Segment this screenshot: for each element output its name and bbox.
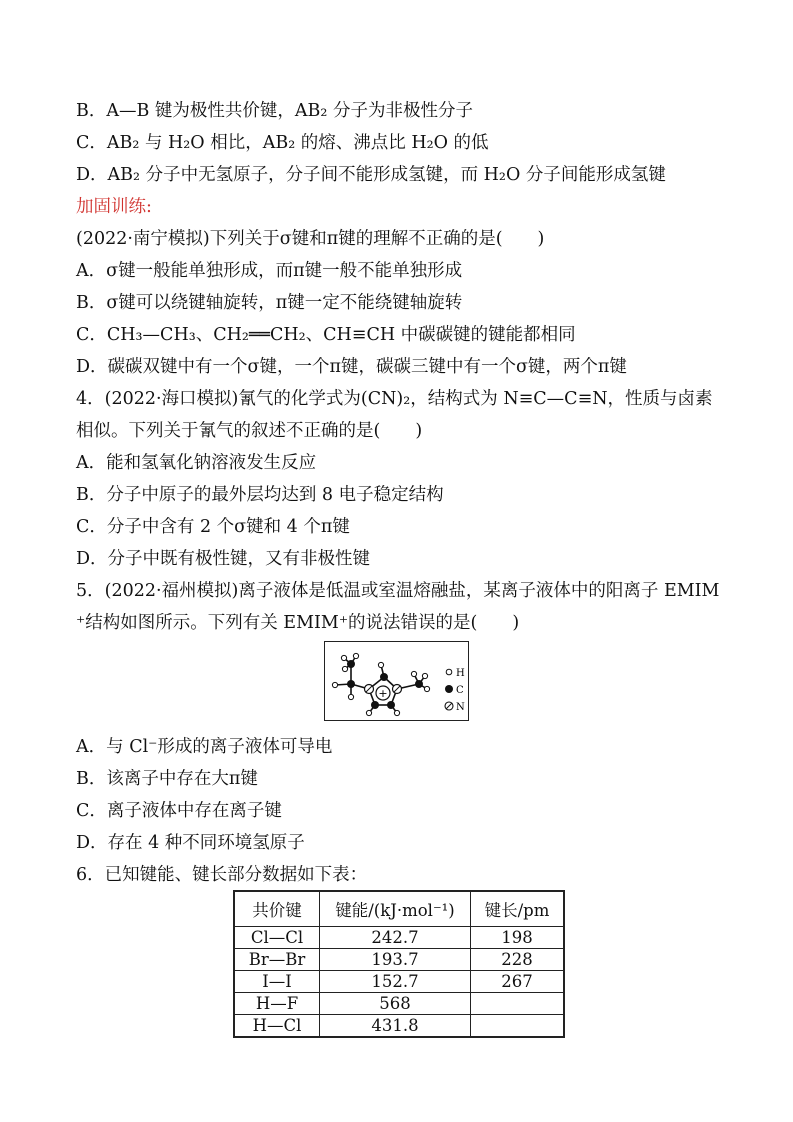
header-bond-energy: 键能/(kJ·mol⁻¹) bbox=[320, 891, 471, 927]
text-line-l16: 5．(2022·福州模拟)离子液体是低温或室温熔融盐，某离子液体中的阳离子 EMIM bbox=[76, 581, 720, 601]
text-line-l9: D．碳碳双键中有一个σ键，一个π键，碳碳三键中有一个σ键，两个π键 bbox=[76, 357, 627, 377]
header-bond-length: 键长/pm bbox=[471, 891, 565, 927]
text-line-l21: D．存在 4 种不同环境氢原子 bbox=[76, 833, 305, 853]
table-cell: 228 bbox=[471, 949, 565, 971]
text-line-l5: (2022·南宁模拟)下列关于σ键和π键的理解不正确的是( ) bbox=[76, 229, 545, 249]
hydrogen-atom-icon bbox=[446, 669, 452, 675]
legend-h-label: H bbox=[456, 668, 465, 679]
table-cell: 152.7 bbox=[320, 971, 471, 993]
text-line-l1: B．A—B 键为极性共价键，AB₂ 分子为非极性分子 bbox=[76, 101, 473, 121]
table-cell: 568 bbox=[320, 993, 471, 1015]
text-line-l7: B．σ键可以绕键轴旋转，π键一定不能绕键轴旋转 bbox=[76, 293, 463, 313]
text-line-l3: D．AB₂ 分子中无氢原子，分子间不能形成氢键，而 H₂O 分子间能形成氢键 bbox=[76, 165, 666, 185]
table-row bbox=[234, 993, 564, 1015]
table-cell: 431.8 bbox=[320, 1015, 471, 1038]
text-line-l2: C．AB₂ 与 H₂O 相比，AB₂ 的熔、沸点比 H₂O 的低 bbox=[76, 133, 489, 153]
text-line-l4: 加固训练: bbox=[76, 197, 152, 217]
carbon-atom-icon bbox=[445, 685, 453, 693]
text-line-l22: 6．已知键能、键长部分数据如下表： bbox=[76, 865, 368, 885]
text-line-l14: C．分子中含有 2 个σ键和 4 个π键 bbox=[76, 517, 350, 537]
emim-structure-diagram bbox=[325, 642, 468, 720]
atom-legend bbox=[445, 668, 465, 713]
table-cell bbox=[471, 1015, 565, 1038]
charge-label: + bbox=[378, 687, 388, 700]
table-cell: 193.7 bbox=[320, 949, 471, 971]
text-line-l10: 4．(2022·海口模拟)氰气的化学式为(CN)₂，结构式为 N≡C—C≡N，性质与卤素 bbox=[76, 389, 713, 409]
text-line-l8: C．CH₃—CH₃、CH₂══CH₂、CH≡CH 中碳碳键的键能都相同 bbox=[76, 325, 576, 345]
table-cell: 198 bbox=[471, 927, 565, 949]
table-cell: 242.7 bbox=[320, 927, 471, 949]
text-line-l19: B．该离子中存在大π键 bbox=[76, 769, 258, 789]
text-line-l13: B．分子中原子的最外层均达到 8 电子稳定结构 bbox=[76, 485, 444, 505]
table-row bbox=[234, 927, 564, 949]
table-cell: H—Cl bbox=[234, 1015, 320, 1038]
table-cell: Br—Br bbox=[234, 949, 320, 971]
text-line-l17: ⁺结构如图所示。下列有关 EMIM⁺的说法错误的是( ) bbox=[76, 613, 520, 633]
table-cell: Cl—Cl bbox=[234, 927, 320, 949]
table-row bbox=[234, 1015, 564, 1038]
legend-n-label: N bbox=[456, 702, 465, 713]
table-cell bbox=[471, 993, 565, 1015]
table-cell: H—F bbox=[234, 993, 320, 1015]
table-row bbox=[234, 949, 564, 971]
text-line-l20: C．离子液体中存在离子键 bbox=[76, 801, 282, 821]
table-header-row bbox=[234, 891, 564, 927]
emim-structure-figure bbox=[324, 641, 469, 721]
bond-data-table bbox=[233, 890, 565, 1038]
text-line-l11: 相似。下列关于氰气的叙述不正确的是( ) bbox=[76, 421, 423, 441]
table-cell: I—I bbox=[234, 971, 320, 993]
table-row bbox=[234, 971, 564, 993]
text-line-l15: D．分子中既有极性键，又有非极性键 bbox=[76, 549, 371, 569]
header-bond: 共价键 bbox=[234, 891, 320, 927]
legend-c-label: C bbox=[456, 685, 464, 696]
text-line-l18: A．与 Cl⁻形成的离子液体可导电 bbox=[76, 737, 333, 757]
table-cell: 267 bbox=[471, 971, 565, 993]
text-line-l6: A．σ键一般能单独形成，而π键一般不能单独形成 bbox=[76, 261, 463, 281]
text-line-l12: A．能和氢氧化钠溶液发生反应 bbox=[76, 453, 317, 473]
